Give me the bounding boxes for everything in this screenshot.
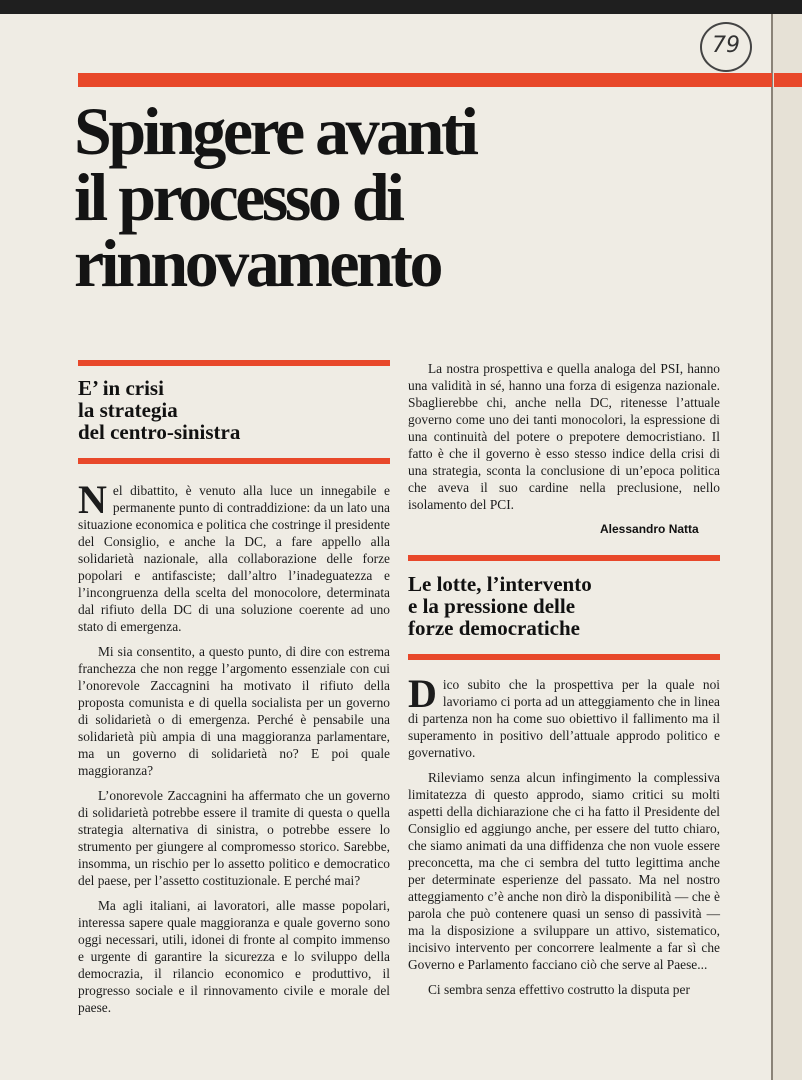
section1-bottom-rule (78, 458, 390, 464)
section1-title (78, 377, 390, 443)
top-rule (78, 73, 772, 87)
section1-top-rule (78, 360, 390, 366)
headline-line-1: Spingere avanti (74, 93, 476, 169)
section1-paragraph: Ma agli italiani, ai lavoratori, alle masse popolari, interessa sapere quale maggioranza e quale governo sono oggi necessari, utili, idonei di fronte al compito immenso e urgente di garantire la sicurezza e lo sviluppo della democrazia, il rilancio economico e produttivo, il progresso sociale e il rinnovamento civile e morale del paese. (78, 898, 390, 1015)
section2-title (408, 573, 728, 639)
section1-title-line-3: del centro-sinistra (78, 420, 241, 444)
section2-paragraph: Dico subito che la prospettiva per la quale noi lavoriamo ci porta ad un atteggiamento che in linea di partenza non ha come suo obiettivo il fallimento ma il superamento in positivo dell’attuale approdo politico e governativo. (408, 671, 720, 760)
section2-body (408, 671, 720, 1006)
section1-continuation (408, 360, 720, 521)
section2-title-line-1: Le lotte, l’intervento (408, 572, 592, 596)
headline (74, 93, 634, 301)
page-number: 79 (700, 22, 752, 72)
section1-continuation-paragraph: La nostra prospettiva e quella analoga del PSI, hanno una validità in sé, hanno una forza di esigenza nazionale. Sbaglierebbe chi, anche nella DC, ritenesse l’attuale governo come uno dei tanti monocolori, la espressione di una continuità del potere o prepotere democristiano. Il fatto è che il governo è esso stesso indice della crisi di una strategia, sconta la conclusione di un’epoca politica che aveva il suo cardine nella preclusione, nello isolamento del PCI. (408, 361, 720, 512)
section2-top-rule (408, 555, 720, 561)
section1-body (78, 477, 390, 1024)
section2-title-line-2: e la pressione delle (408, 594, 576, 618)
next-page-edge (772, 14, 802, 1080)
headline-line-3: rinnovamento (74, 225, 440, 301)
section2-title-line-3: forze democratiche (408, 616, 580, 640)
section1-paragraph: Nel dibattito, è venuto alla luce un innegabile e permanente punto di contraddizione: da un lato una situazione economica e politica che costringe il presidente del Consiglio, e anche la DC, a fare appello alla solidarietà nazionale, alla collaborazione delle forze popolari e antifasciste; dall’altro l’inadeguatezza e l’incongruenza della scelta del monocolore, determinata dal rifiuto della DC di una soluzione coerente ad uno stato di emergenza. (78, 477, 390, 634)
page-gutter (771, 14, 773, 1080)
top-rule-next-page (774, 73, 802, 87)
section1-paragraph: L’onorevole Zaccagnini ha affermato che un governo di solidarietà potrebbe essere il tramite di questa o quella strategia alternativa di sinistra, o potrebbe essere lo strumento per giungere al compromesso storico. Sarebbe, insomma, un rischio per lo assetto politico e democratico del paese, per l’assetto costituzionale. E perché mai? (78, 788, 390, 888)
headline-line-2: il processo di (74, 159, 402, 235)
section2-paragraph: Rileviamo senza alcun infingimento la complessiva limitatezza di questo approdo, siamo critici su molti aspetti della dichiarazione che ci ha fatto il Presidente del Consiglio ed aggiungo anche, per essere del tutto chiaro, che siamo animati da una diffidenza che non vuole essere preconcetta, ma che ci sembra del tutto legittima anche per determinate esperienze del passato. Ma nel nostro atteggiamento c’è anche non dirò la disponibilità — che è parola che può contenere quasi un senso di passività — ma la disposizione a sviluppare un attivo, sistematico, incisivo intervento per concorrere lealmente a far sì che Governo e Parlamento facciano ciò che serve al Paese... (408, 770, 720, 972)
section2-bottom-rule (408, 654, 720, 660)
section2-paragraph: Ci sembra senza effettivo costrutto la disputa per (428, 982, 690, 997)
author-signature: Alessandro Natta (600, 522, 699, 536)
section1-title-line-1: E’ in crisi (78, 376, 164, 400)
section1-title-line-2: la strategia (78, 398, 178, 422)
section1-paragraph: Mi sia consentito, a questo punto, di dire con estrema franchezza che non regge l’argomento essenziale con cui l’onorevole Zaccagnini ha motivato il rifiuto della proposta comunista e di quella socialista per un governo di solidarietà o di emergenza. Perché è pensabile una solidarietà più ampia di una maggioranza parlamentare, ma un governo di solidarietà no? E poi quale maggioranza? (78, 644, 390, 778)
